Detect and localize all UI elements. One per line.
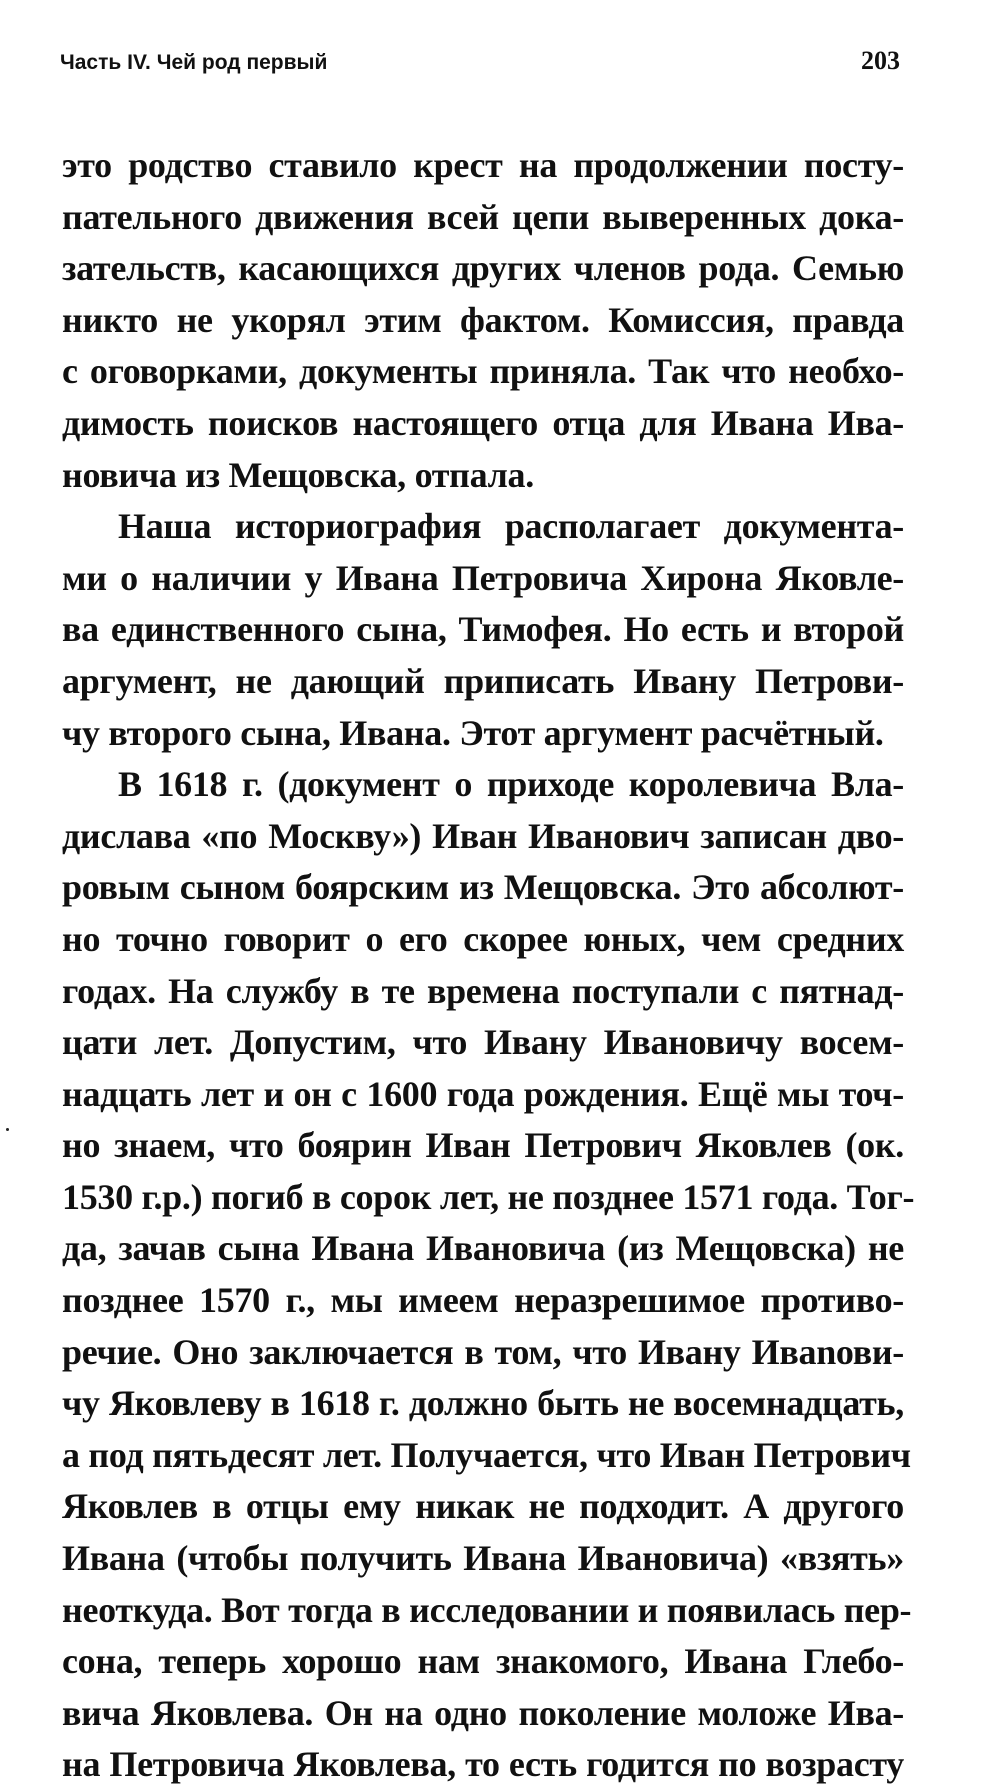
text-line: речие. Оно заключается в том, что Ивану Ивanови-: [62, 1331, 904, 1372]
text-line: а под пятьдесят лет. Получается, что Иван Петрович: [62, 1434, 911, 1475]
text-line: но точно говорит о его скорее юных, чем средних: [62, 918, 904, 959]
text-line: Наша историография располагает документа-: [118, 506, 904, 547]
text-line: надцать лет и он с 1600 года рождения. Ещё мы точ-: [62, 1073, 904, 1114]
text-line: да, зачав сына Ивана Ивановича (из Мещовска) не: [62, 1228, 904, 1269]
text-line: 1530 г.р.) погиб в сорок лет, не позднее 1571 года. Тог-: [62, 1176, 915, 1217]
text-line: зательств, касающихся других членов рода. Семью: [62, 248, 904, 289]
text-line: димость поисков настоящего отца для Ивана Ива-: [62, 402, 904, 443]
paragraph: [62, 501, 904, 759]
running-header: [60, 46, 900, 80]
text-line: неоткуда. Вот тогда в исследовании и появилась пер-: [62, 1589, 912, 1630]
text-line: Ивана (чтобы получить Ивана Ивановича) «взять»: [62, 1538, 904, 1579]
text-line: сона, теперь хорошо нам знакомого, Ивана Глебо-: [62, 1641, 904, 1682]
text-line: чу Яковлеву в 1618 г. должно быть не восемнадцать,: [62, 1383, 904, 1424]
text-line: годах. На службу в те времена поступали с пятнад-: [62, 970, 904, 1011]
paragraph: [62, 140, 904, 501]
text-line: никто не укорял этим фактом. Комиссия, правда: [62, 299, 904, 340]
text-line: это родство ставило крест на продолжении посту-: [62, 145, 904, 185]
text-line: дислава «по Москву») Иван Иванович записан дво-: [62, 815, 904, 856]
paragraph: [62, 759, 915, 1791]
text-line: ми о наличии у Ивана Петровича Хирона Яковле-: [62, 557, 904, 598]
text-line: с оговорками, документы приняла. Так что необхо-: [62, 351, 904, 392]
body-text: [62, 140, 915, 1791]
text-line: позднее 1570 г., мы имеем неразрешимое противо-: [62, 1280, 904, 1321]
text-line: Яковлев в отцы ему никак не подходит. А другого: [62, 1486, 904, 1527]
text-line: вича Яковлева. Он на одно поколение моложе Ива-: [62, 1692, 904, 1733]
text-line: аргумент, не дающий приписать Ивану Петрови-: [62, 660, 904, 701]
text-line: В 1618 г. (документ о приходе королевича Вла-: [118, 764, 904, 805]
text-line: цати лет. Допустим, что Ивану Ивановичу восем-: [62, 1022, 904, 1063]
text-line: на Петровича Яковлева, то есть годится по возрасту: [62, 1744, 904, 1785]
scan-speck: [6, 1128, 9, 1131]
text-line: ровым сыном боярским из Мещовска. Это абсолют-: [62, 867, 904, 908]
page-number: 203: [861, 46, 900, 75]
running-title: Часть IV. Чей род первый: [60, 51, 328, 74]
text-line: пательного движения всей цепи выверенных дока-: [62, 196, 904, 237]
text-line: ва единственного сына, Тимофея. Но есть и второй: [62, 609, 904, 650]
text-line: новича из Мещовска, отпала.: [62, 454, 534, 495]
text-line: но знаем, что боярин Иван Петрович Яковлев (ок.: [62, 1125, 904, 1166]
text-line: чу второго сына, Ивана. Этот аргумент расчётный.: [62, 712, 884, 753]
